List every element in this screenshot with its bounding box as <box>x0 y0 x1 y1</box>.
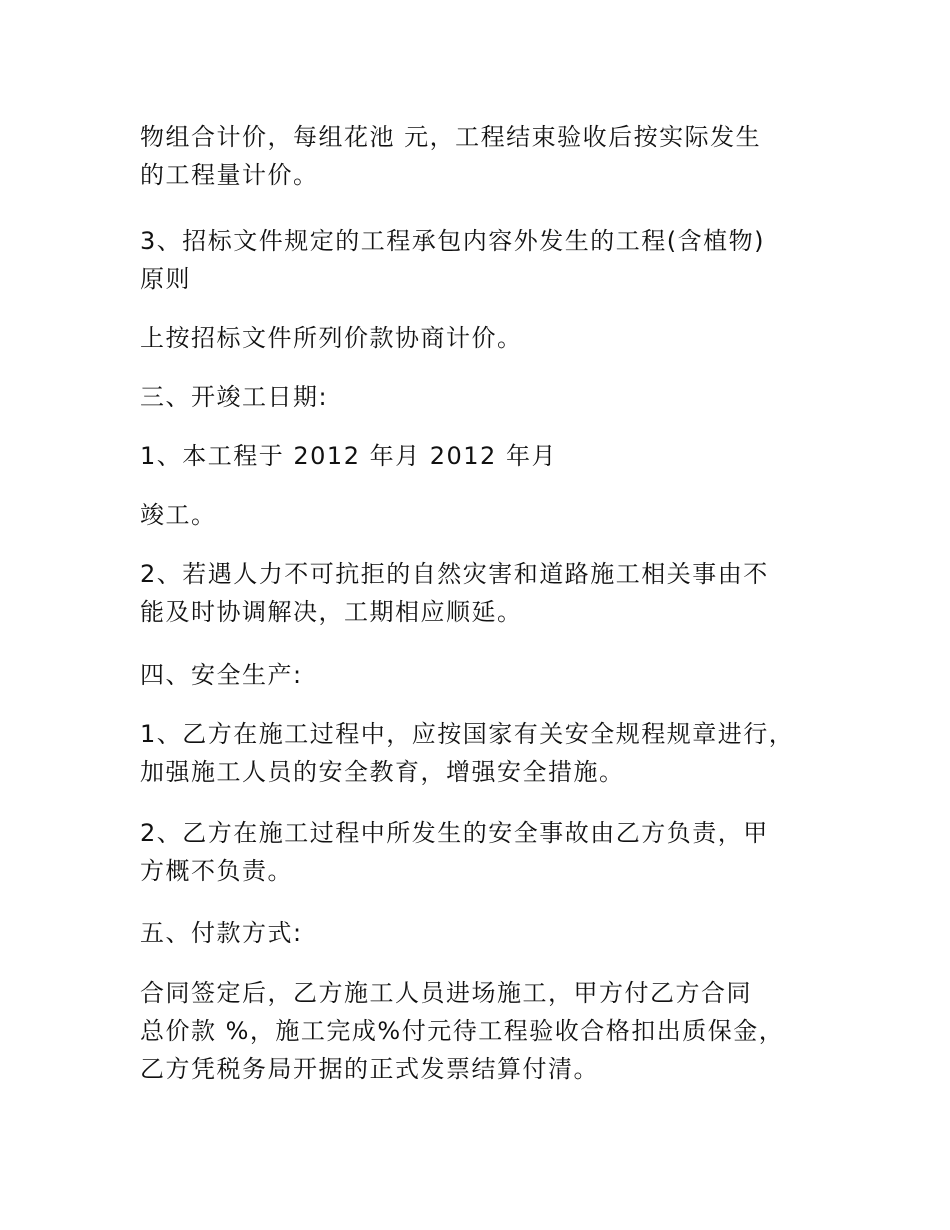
paragraph-schedule-2 <box>140 555 840 631</box>
text-line: 加强施工人员的安全教育，增强安全措施。 <box>140 758 625 786</box>
text-line: 原则 <box>140 265 191 293</box>
text-line: 四、安全生产: <box>140 661 303 689</box>
paragraph-pricing-continuation <box>140 118 840 194</box>
text-line: 1、乙方在施工过程中，应按国家有关安全规程规章进行， <box>140 720 795 748</box>
text-line: 2、乙方在施工过程中所发生的安全事故由乙方负责，甲 <box>140 819 769 847</box>
text-line: 3、招标文件规定的工程承包内容外发生的工程(含植物) <box>140 227 765 255</box>
text-line: 合同签定后，乙方施工人员进场施工，甲方付乙方合同 <box>140 979 752 1007</box>
paragraph-item-3 <box>140 222 840 298</box>
paragraph-completion <box>140 496 840 534</box>
text-line: 能及时协调解决，工期相应顺延。 <box>140 598 523 626</box>
section-heading-safety <box>140 656 840 694</box>
section-heading-payment <box>140 914 840 952</box>
paragraph-safety-1 <box>140 715 840 791</box>
text-line: 乙方凭税务局开据的正式发票结算付清。 <box>140 1055 599 1083</box>
paragraph-payment <box>140 974 840 1088</box>
text-line: 三、开竣工日期: <box>140 383 329 411</box>
text-line: 的工程量计价。 <box>140 161 319 189</box>
paragraph-safety-2 <box>140 814 840 890</box>
paragraph-schedule-1 <box>140 437 840 475</box>
text-line: 竣工。 <box>140 501 217 529</box>
text-line: 方概不负责。 <box>140 857 293 885</box>
paragraph-negotiation <box>140 319 840 357</box>
text-line: 1、本工程于 2012 年月 2012 年月 <box>140 442 557 470</box>
text-line: 上按招标文件所列价款协商计价。 <box>140 324 523 352</box>
section-heading-schedule <box>140 378 840 416</box>
text-line: 五、付款方式: <box>140 919 303 947</box>
text-line: 物组合计价，每组花池 元，工程结束验收后按实际发生 <box>140 123 762 151</box>
text-line: 2、若遇人力不可抗拒的自然灾害和道路施工相关事由不 <box>140 560 769 588</box>
text-line: 总价款 %，施工完成%付元待工程验收合格扣出质保金， <box>140 1017 785 1045</box>
